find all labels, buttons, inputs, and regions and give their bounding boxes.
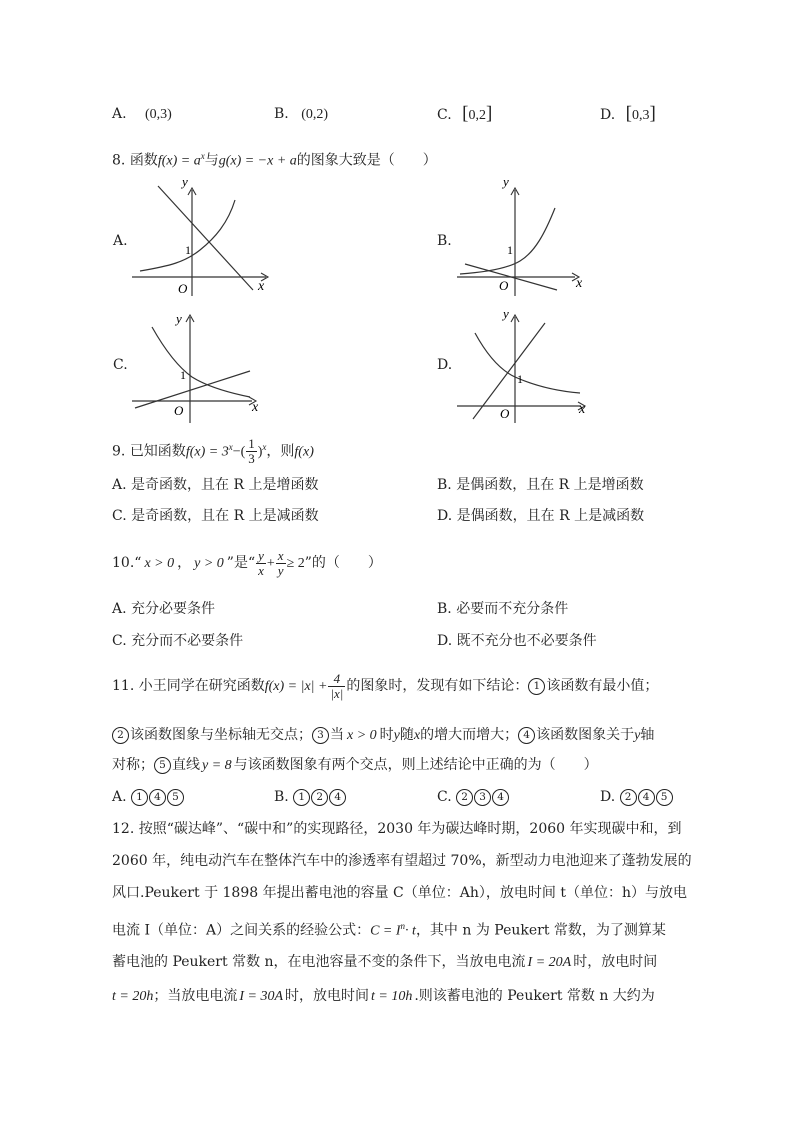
q9-option-b: B. 是偶函数，且在 R 上是增函数 <box>437 477 644 493</box>
q9-stem: 9. 已知函数$f(x) = 3^x-$( $\frac{1}{3}$ )$^x$，则f(x) <box>112 436 314 467</box>
origin-label: O <box>174 403 184 418</box>
one-label: 1 <box>517 372 523 386</box>
exponential-curve <box>460 208 555 274</box>
q8-stem: 8. 函数$f(x) = a^x$与g(x) = −x + a的图象大致是（ ） <box>112 151 437 169</box>
q9-option-d: D. 是偶函数，且在 R 上是减函数 <box>437 508 645 524</box>
q11-stem-line1: 11. 小王同学在研究函数f(x) = |x| + $\frac{4}{|x|}$ 的图象时，发现有如下结论： 1 该函数有最小值； <box>112 670 659 701</box>
q8-graph-b <box>455 178 605 298</box>
q9-option-a: A. 是奇函数，且在 R 上是增函数 <box>112 477 319 493</box>
q10-option-c: C. 充分而不必要条件 <box>112 633 244 649</box>
q12-line4: 电流 I（单位：A）之间关系的经验公式：$C = I^n\cdot t$，其中 n 为 Peukert 常数，为了测算某 <box>112 921 666 939</box>
y-label: y <box>182 178 188 189</box>
q12-line3: 风口.Peukert 于 1898 年提出蓄电池的容量 C（单位：Ah），放电时间 t（单位：h）与放电 <box>112 885 687 901</box>
q11-option-d: D. 2 4 5 <box>600 787 674 807</box>
q10-option-d: D. 既不充分也不必要条件 <box>437 633 597 649</box>
q8-option-a-label: A. <box>113 233 128 249</box>
q7-option-d: D. [0,3] <box>600 103 656 124</box>
one-label: 1 <box>180 368 186 382</box>
q8-option-d-label: D. <box>437 357 453 373</box>
q7-option-c: C. [0,2] <box>437 103 493 124</box>
origin-label: O <box>499 278 509 293</box>
origin-label: O <box>500 406 510 421</box>
linear-line <box>473 323 545 419</box>
q11-stem-line3: 对称； 5 直线 y = 8 与该函数图象有两个交点，则上述结论中正确的为（ ） <box>112 757 598 773</box>
q11-stem-line2: 2 该函数图象与坐标轴无交点； 3 当 x > 0 时y随x的增大而增大； 4 该函数图象关于y轴 <box>112 725 654 746</box>
y-label: y <box>503 178 509 189</box>
q8-option-c-label: C. <box>113 357 128 373</box>
q12-line6: t = 20h；当放电电流 I = 30A 时，放电时间 t = 10h .则该蓄电池的 Peukert 常数 n 大约为 <box>112 988 655 1004</box>
x-label: x <box>579 402 586 417</box>
q11-option-c: C. 2 3 4 <box>437 787 510 807</box>
exponential-curve <box>140 200 235 271</box>
q8-graph-a <box>130 178 280 298</box>
q7-option-a: A. (0,3) <box>112 106 172 122</box>
q9-option-c: C. 是奇函数，且在 R 上是减函数 <box>112 508 319 524</box>
q10-option-a: A. 充分必要条件 <box>112 601 216 617</box>
q12-line1: 12. 按照“碳达峰”、“碳中和”的实现路径，2030 年为碳达峰时期，2060 年实现碳中和，到 <box>112 821 682 837</box>
one-label: 1 <box>185 243 191 257</box>
q11-option-a: A. 1 4 5 <box>112 787 185 807</box>
q10-option-b: B. 必要而不充分条件 <box>437 601 569 617</box>
q11-option-b: B. 1 2 4 <box>274 787 347 807</box>
exponential-curve <box>475 333 580 393</box>
x-label: x <box>252 400 259 415</box>
q8-option-b-label: B. <box>437 233 452 249</box>
x-label: x <box>576 276 583 291</box>
origin-label: O <box>178 281 188 296</box>
linear-line <box>158 186 253 290</box>
q7-option-b: B. (0,2) <box>274 106 329 122</box>
y-label: y <box>176 311 182 326</box>
q8-graph-d <box>455 305 605 425</box>
one-label: 1 <box>507 243 513 257</box>
q10-stem: 10.“ x > 0 ， y > 0 ”是“ $\frac{y}{x}$ + $\frac{x}{y}$ ≥ 2”的（ ） <box>112 547 382 578</box>
q12-line5: 蓄电池的 Peukert 常数 n，在电池容量不变的条件下，当放电电流 I = 20A 时，放电时间 <box>112 954 658 970</box>
x-label: x <box>258 279 265 294</box>
y-label: y <box>503 306 509 321</box>
q12-line2: 2060 年，纯电动汽车在整体汽车中的渗透率有望超过 70%，新型动力电池迎来了蓬勃发展的 <box>112 853 692 869</box>
linear-line <box>135 371 250 408</box>
q8-graph-c <box>130 305 280 425</box>
